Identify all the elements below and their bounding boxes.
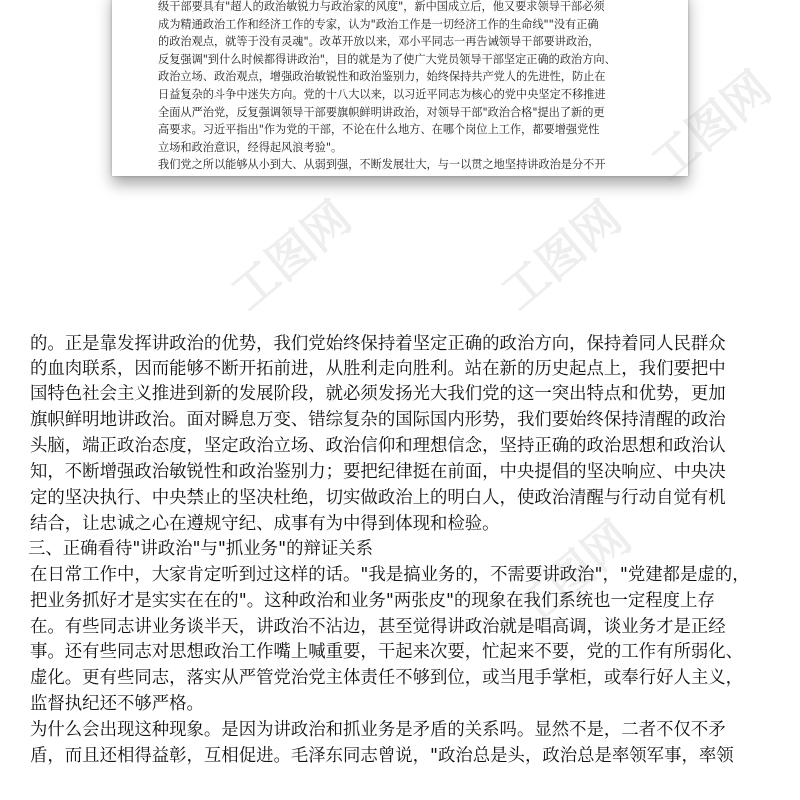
body-line: 在。有些同志讲业务谈半天，讲政治不沾边，甚至觉得讲政治就是唱高调，谈业务才是正经	[30, 617, 726, 637]
body-line: 在日常工作中，大家肯定听到过这样的话。"我是搞业务的，不需要讲政治"，"党建都是虚的，	[30, 565, 750, 585]
body-line: 头脑，端正政治态度，坚定政治立场、政治信仰和理想信念，坚持正确的政治思想和政治认	[30, 436, 726, 456]
watermark: 工图网	[640, 60, 782, 191]
body-line: 事。还有些同志对思想政治工作嘴上喊重要，干起来次要，忙起来不要，党的工作有所弱化、	[30, 642, 744, 662]
preview-line: 立场和政治意识，经得起风浪考验"。	[158, 140, 343, 154]
preview-line: 高要求。习近平指出"作为党的干部，不论在什么地方、在哪个岗位上工作，都要增强党性	[158, 123, 600, 137]
preview-line: 反复强调"到什么时候都得讲政治"，目的就是为了使广大党员领导干部坚定正确的政治方向、	[158, 52, 616, 66]
body-line: 的。正是靠发挥讲政治的优势，我们党始终保持着坚定正确的政治方向，保持着同人民群众	[30, 334, 726, 354]
watermark: 工图网	[490, 190, 632, 321]
body-line: 盾，而且还相得益彰，互相促进。毛泽东同志曾说，"政治总是头，政治总是率领军事，率领	[30, 746, 734, 766]
body-line: 虚化。更有些同志，落实从严管党治党主体责任不够到位，或当甩手掌柜，或奉行好人主义，	[30, 668, 744, 688]
watermark: 工图网	[500, 510, 642, 641]
preview-line: 的政治观点，就等于没有灵魂"。改革开放以来，邓小平同志一再告诫领导干部要讲政治，	[158, 35, 600, 49]
body-line: 把业务抓好才是实实在在的"。这种政治和业务"两张皮"的现象在我们系统也一定程度上存	[30, 591, 715, 611]
body-line: 结合，让忠诚之心在遵规守纪、成事有为中得到体现和检验。	[30, 514, 500, 534]
body-line: 知，不断增强政治敏锐性和政治鉴别力；要把纪律挺在前面，中央提倡的坚决响应、中央决	[30, 462, 726, 482]
preview-line: 成为精通政治工作和经济工作的专家，认为"政治工作是一切经济工作的生命线""没有正确	[158, 17, 599, 31]
preview-line: 我们党之所以能够从小到大、从弱到强，不断发展壮大，与一以贯之地坚持讲政治是分不开	[158, 158, 606, 172]
body-line: 为什么会出现这种现象。是因为讲政治和抓业务是矛盾的关系吗。显然不是，二者不仅不矛	[30, 720, 726, 740]
body-line: 的血肉联系，因而能够不断开拓前进，从胜利走向胜利。站在新的历史起点上，我们要把中	[30, 359, 726, 379]
body-line: 监督执纪还不够严格。	[30, 694, 204, 714]
preview-line: 全面从严治党，反复强调领导干部要旗帜鲜明讲政治，对领导干部"政治合格"提出了新的更	[158, 105, 605, 119]
preview-line: 政治立场、政治观点，增强政治敏锐性和政治鉴别力，始终保持共产党人的先进性，防止在	[158, 70, 606, 84]
body-line: 旗帜鲜明地讲政治。面对瞬息万变、错综复杂的国际国内形势，我们要始终保持清醒的政治	[30, 410, 726, 430]
preview-line: 级干部要具有"超人的政治敏锐力与政治家的风度"，新中国成立后，他又要求领导干部必须	[158, 0, 605, 13]
body-line: 定的坚决执行、中央禁止的坚决杜绝，切实做政治上的明白人，使政治清醒与行动自觉有机	[30, 488, 726, 508]
document-preview-card	[112, 0, 688, 176]
preview-line: 日益复杂的斗争中迷失方向。党的十八大以来，以习近平同志为核心的党中央坚定不移推进	[158, 88, 606, 101]
watermark: 工图网	[220, 190, 362, 321]
body-line: 国特色社会主义推进到新的发展阶段，就必须发扬光大我们党的这一突出特点和优势，更加	[30, 384, 726, 404]
section-heading: 三、正确看待"讲政治"与"抓业务"的辩证关系	[28, 539, 374, 559]
